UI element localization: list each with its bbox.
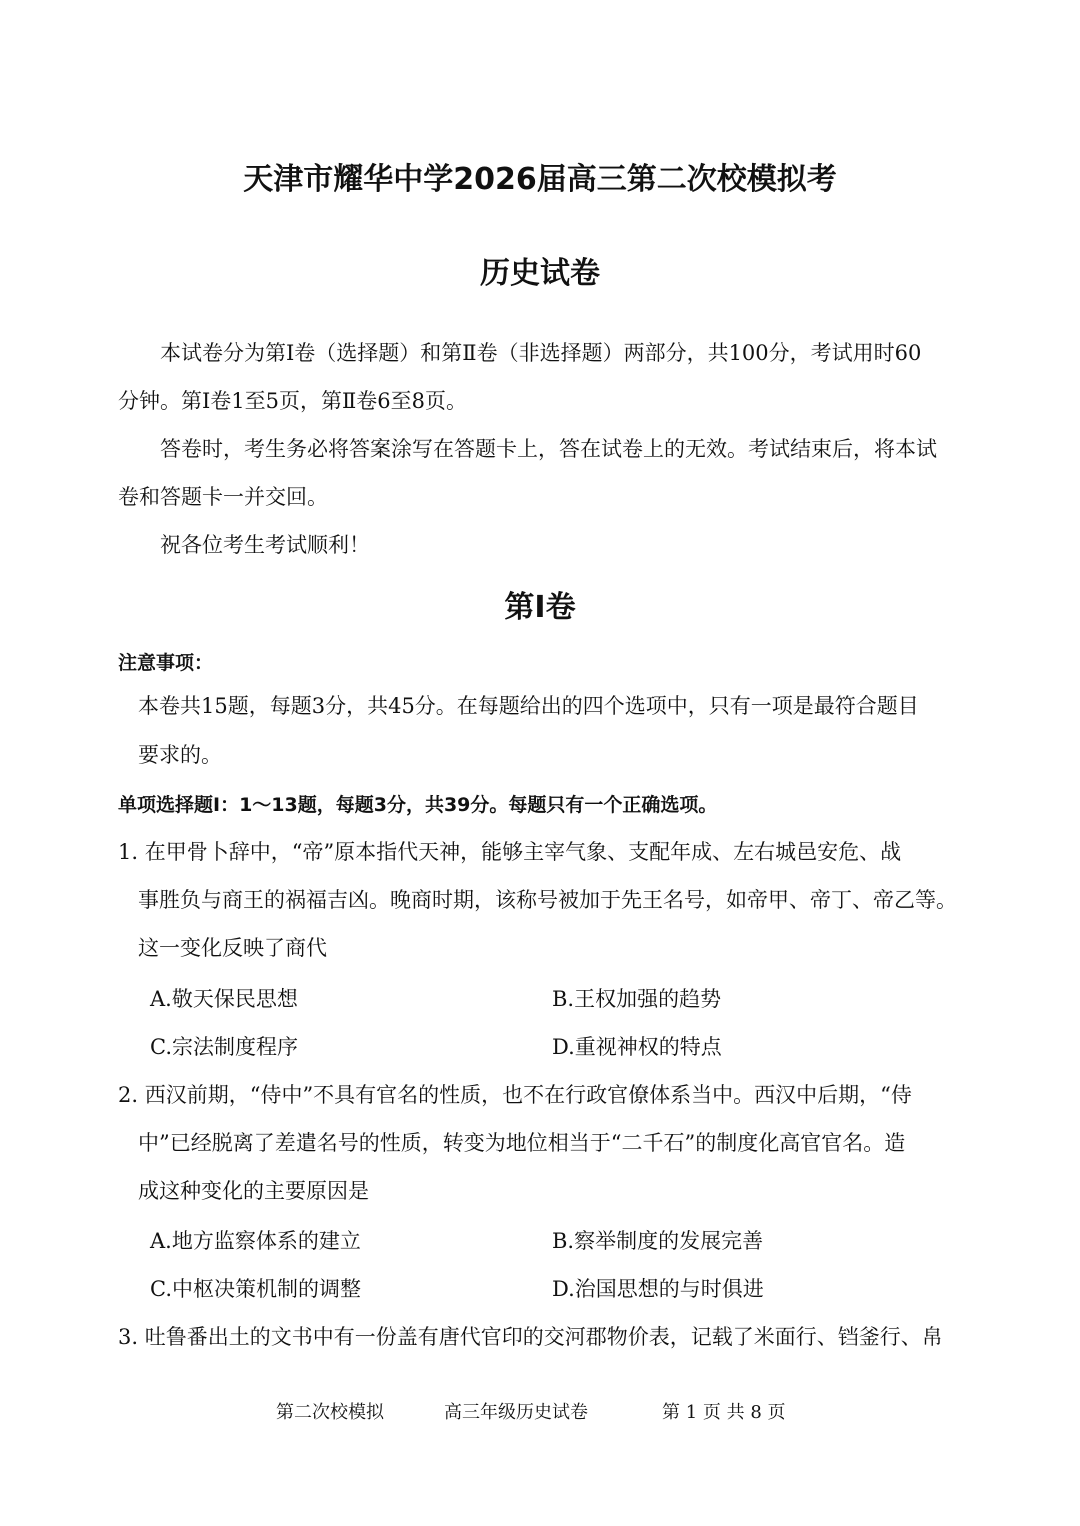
intro-line-1: 本试卷分为第Ⅰ卷（选择题）和第Ⅱ卷（非选择题）两部分，共100分，考试用时60 <box>160 341 922 365</box>
footer-middle: 高三年级历史试卷 <box>444 1402 588 1423</box>
question-1-option-b[interactable]: B.王权加强的趋势 <box>552 987 722 1011</box>
notice-heading: 注意事项： <box>118 652 214 674</box>
intro-line-4: 卷和答题卡一并交回。 <box>118 485 328 509</box>
question-3-line-1: 3. 吐鲁番出土的文书中有一份盖有唐代官印的交河郡物价表，记载了米面行、铛釜行、帛 <box>118 1325 943 1349</box>
question-1-line-1: 1. 在甲骨卜辞中，“帝”原本指代天神，能够主宰气象、支配年成、左右城邑安危、战 <box>118 840 902 864</box>
intro-line-3: 答卷时，考生务必将答案涂写在答题卡上，答在试卷上的无效。考试结束后，将本试 <box>160 437 937 461</box>
question-2-option-c[interactable]: C.中枢决策机制的调整 <box>150 1277 361 1301</box>
exam-title: 天津市耀华中学2026届高三第二次校模拟考 <box>243 162 837 197</box>
question-2-option-b[interactable]: B.察举制度的发展完善 <box>552 1229 764 1253</box>
question-1-line-3: 这一变化反映了商代 <box>138 936 327 960</box>
question-2-line-2: 中”已经脱离了差遣名号的性质，转变为地位相当于“二千石”的制度化高官官名。造 <box>138 1131 906 1155</box>
intro-line-2: 分钟。第Ⅰ卷1至5页，第Ⅱ卷6至8页。 <box>118 389 468 413</box>
question-1-line-2: 事胜负与商王的祸福吉凶。晚商时期，该称号被加于先王名号，如帝甲、帝丁、帝乙等。 <box>138 888 957 912</box>
question-2-option-a[interactable]: A.地方监察体系的建立 <box>150 1229 361 1253</box>
section-title: 第Ⅰ卷 <box>504 590 576 625</box>
part-heading: 单项选择题Ⅰ：1～13题，每题3分，共39分。每题只有一个正确选项。 <box>118 794 718 816</box>
notice-line-1: 本卷共15题，每题3分，共45分。在每题给出的四个选项中，只有一项是最符合题目 <box>138 694 919 718</box>
footer-left: 第二次校模拟 <box>276 1402 384 1423</box>
subject-title: 历史试卷 <box>480 256 600 291</box>
question-2-line-3: 成这种变化的主要原因是 <box>138 1179 369 1203</box>
question-1-option-a[interactable]: A.敬天保民思想 <box>150 987 298 1011</box>
footer-page-number: 第 1 页 共 8 页 <box>662 1402 786 1423</box>
question-1-option-d[interactable]: D.重视神权的特点 <box>552 1035 722 1059</box>
notice-line-2: 要求的。 <box>138 743 222 767</box>
intro-line-5: 祝各位考生考试顺利！ <box>160 533 370 557</box>
question-2-line-1: 2. 西汉前期，“侍中”不具有官名的性质，也不在行政官僚体系当中。西汉中后期，“侍 <box>118 1083 912 1107</box>
question-2-option-d[interactable]: D.治国思想的与时俱进 <box>552 1277 764 1301</box>
question-1-option-c[interactable]: C.宗法制度程序 <box>150 1035 298 1059</box>
